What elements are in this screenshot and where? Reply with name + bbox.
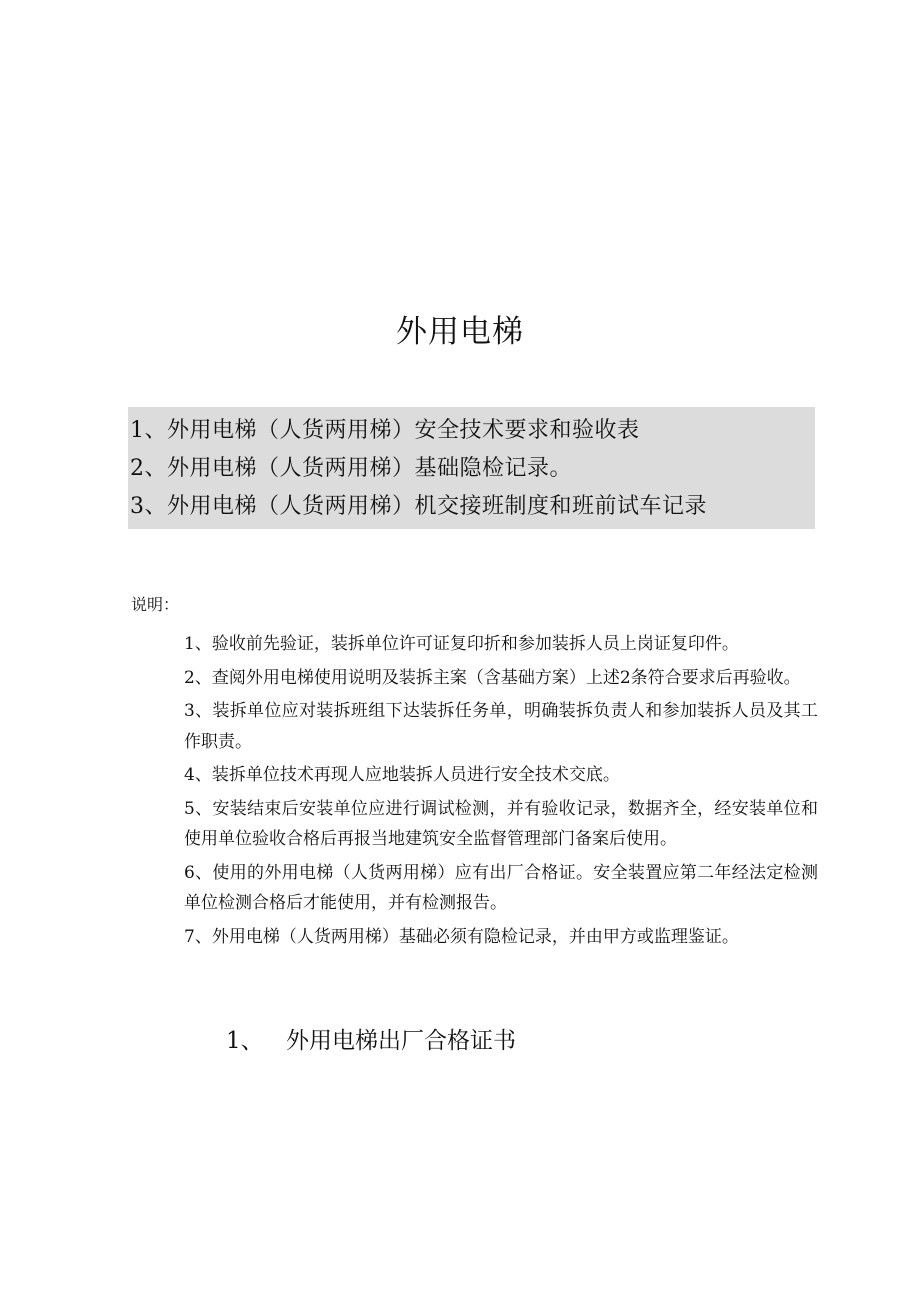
note-item: 1、验收前先验证，装拆单位许可证复印折和参加装拆人员上岗证复印件。: [184, 634, 739, 654]
note-item: 2、查阅外用电梯使用说明及装拆主案（含基础方案）上述2条符合要求后再验收。: [184, 667, 801, 688]
note-label: 说明：: [131, 595, 180, 614]
toc-item: 3、外用电梯（人货两用梯）机交接班制度和班前试车记录: [130, 494, 707, 519]
note-item: 7、外用电梯（人货两用梯）基础必须有隐检记录，并由甲方或监理鉴证。: [184, 926, 739, 947]
toc-item: 1、外用电梯（人货两用梯）安全技术要求和验收表: [130, 418, 640, 443]
toc-item: 2、外用电梯（人货两用梯）基础隐检记录。: [130, 456, 572, 481]
note-item: 4、装拆单位技术再现人应地装拆人员进行安全技术交底。: [184, 765, 620, 785]
toc-box: [128, 407, 815, 529]
section-heading: [226, 1023, 516, 1059]
notes-list: [184, 629, 818, 955]
note-item: 5、安装结束后安装单位应进行调试检测，并有验收记录，数据齐全，经安装单位和使用单位验收合格后再报当地建筑安全监督管理部门备案后使用。: [184, 798, 818, 849]
note-item: 3、装拆单位应对装拆班组下达装拆任务单，明确装拆负责人和参加装拆人员及其工作职责。: [184, 701, 818, 752]
section-number: 1、: [226, 1028, 264, 1054]
note-item: 6、使用的外用电梯（人货两用梯）应有出厂合格证。安全装置应第二年经法定检测单位检测合格后才能使用，并有检测报告。: [184, 862, 818, 913]
section-heading-text: 外用电梯出厂合格证书: [286, 1028, 516, 1054]
page-title: 外用电梯: [396, 314, 524, 350]
